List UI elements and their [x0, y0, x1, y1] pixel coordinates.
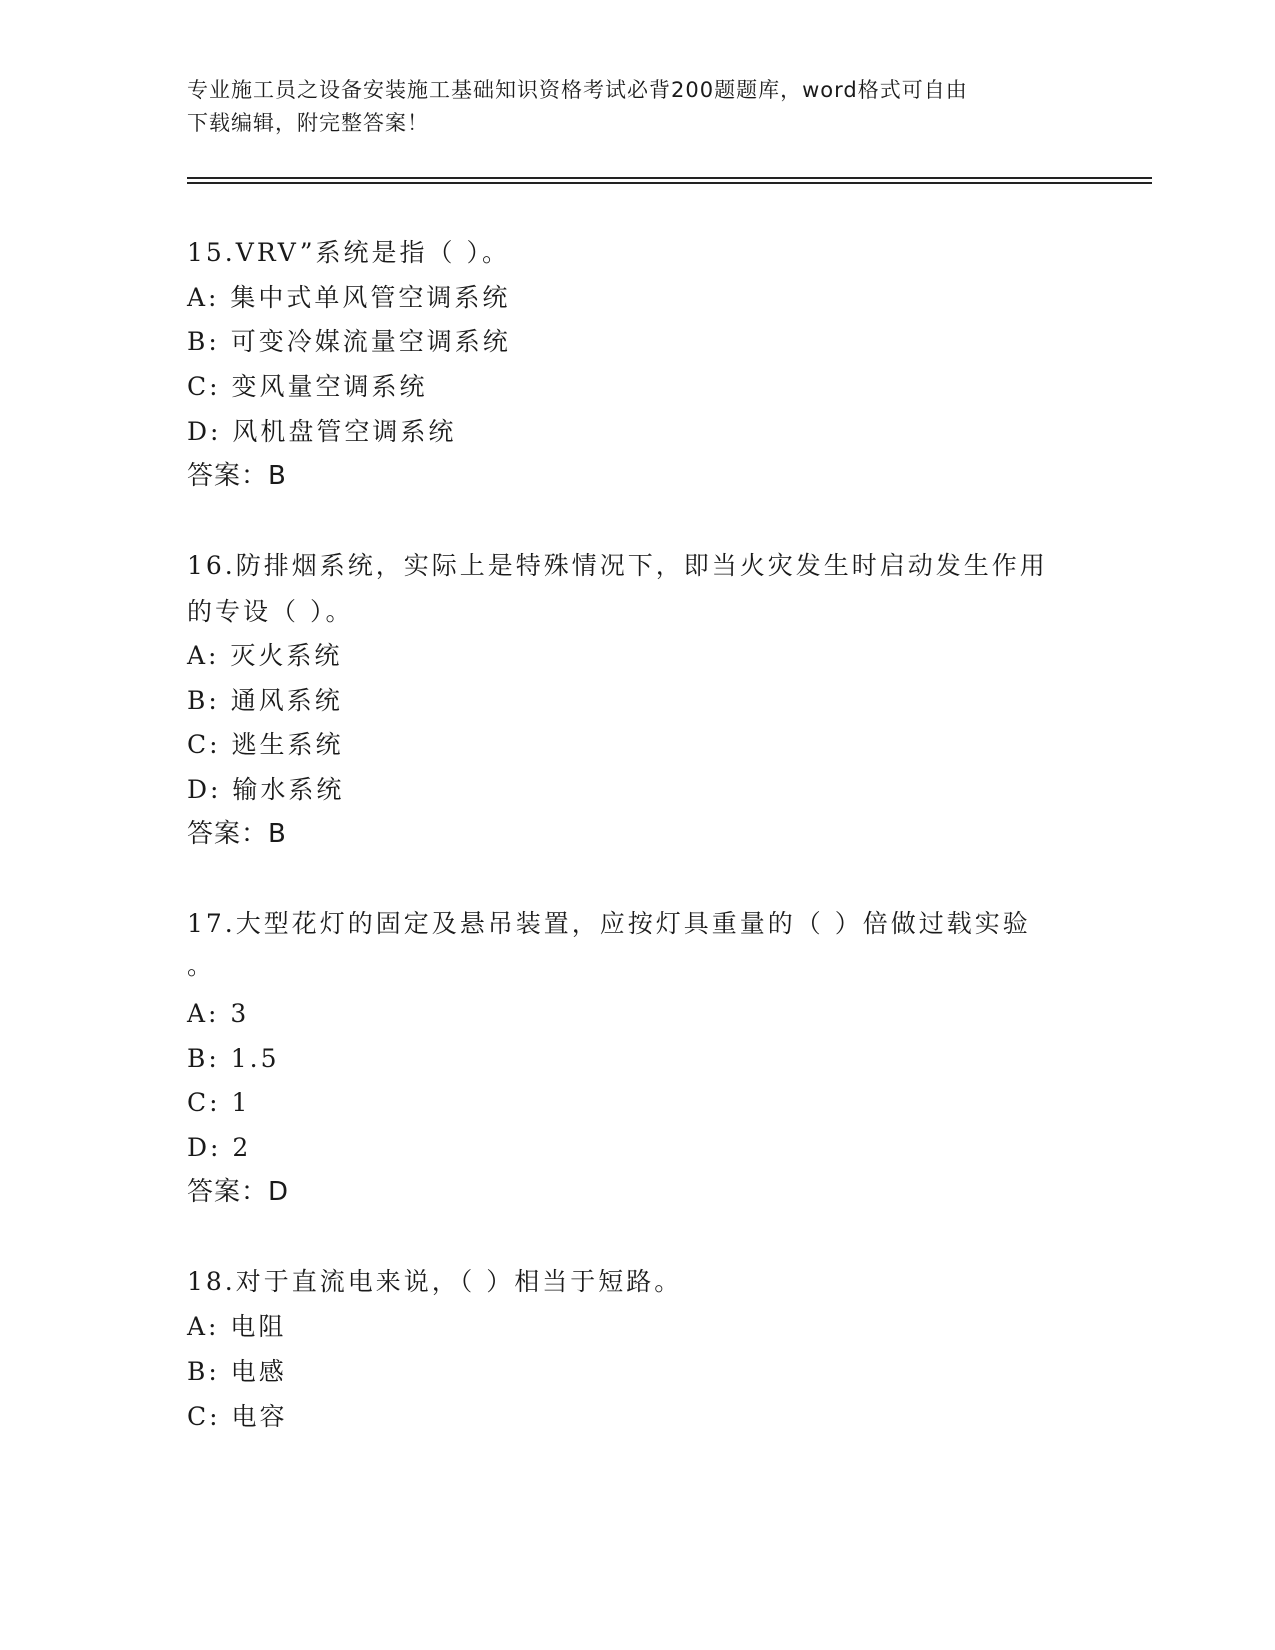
question-17-answer: 答案：D	[187, 1177, 290, 1207]
question-16-option-a: A: 灭火系统	[187, 641, 343, 670]
header-title-line-1: 专业施工员之设备安装施工基础知识资格考试必背200题题库，word格式可自由	[187, 78, 968, 102]
header-title-line-2: 下载编辑，附完整答案！	[187, 111, 429, 135]
question-16-stem-line-2: 的专设（ ）。	[187, 597, 354, 626]
header-divider-top	[187, 177, 1152, 179]
question-17-option-b: B: 1.5	[187, 1044, 280, 1073]
question-16-option-c: C: 逃生系统	[187, 730, 344, 759]
question-15-option-a: A: 集中式单风管空调系统	[187, 283, 511, 312]
question-17-option-a: A: 3	[187, 999, 250, 1028]
document-header	[187, 74, 1067, 140]
question-15-option-b: B: 可变冷媒流量空调系统	[187, 327, 511, 356]
question-16-answer: 答案：B	[187, 819, 287, 849]
question-15-stem: 15.VRV”系统是指（ ）。	[187, 238, 510, 267]
question-18-option-c: C: 电容	[187, 1402, 288, 1431]
question-18-stem: 18.对于直流电来说，（ ）相当于短路。	[187, 1267, 683, 1296]
question-15-option-c: C: 变风量空调系统	[187, 372, 428, 401]
question-18-option-b: B: 电感	[187, 1357, 287, 1386]
question-17-stem-line-2: 。	[187, 951, 216, 980]
question-15-option-d: D: 风机盘管空调系统	[187, 417, 457, 446]
question-17-stem-line-1: 17.大型花灯的固定及悬吊装置，应按灯具重量的（ ）倍做过载实验	[187, 909, 1031, 938]
question-16-option-b: B: 通风系统	[187, 686, 343, 715]
question-16-stem-line-1: 16.防排烟系统，实际上是特殊情况下，即当火灾发生时启动发生作用	[187, 551, 1048, 580]
question-15-answer: 答案：B	[187, 461, 287, 491]
question-16-option-d: D: 输水系统	[187, 775, 345, 804]
question-17-option-d: D: 2	[187, 1133, 252, 1162]
header-divider-bottom	[187, 182, 1152, 184]
question-17-option-c: C: 1	[187, 1088, 251, 1117]
question-18-option-a: A: 电阻	[187, 1312, 287, 1341]
